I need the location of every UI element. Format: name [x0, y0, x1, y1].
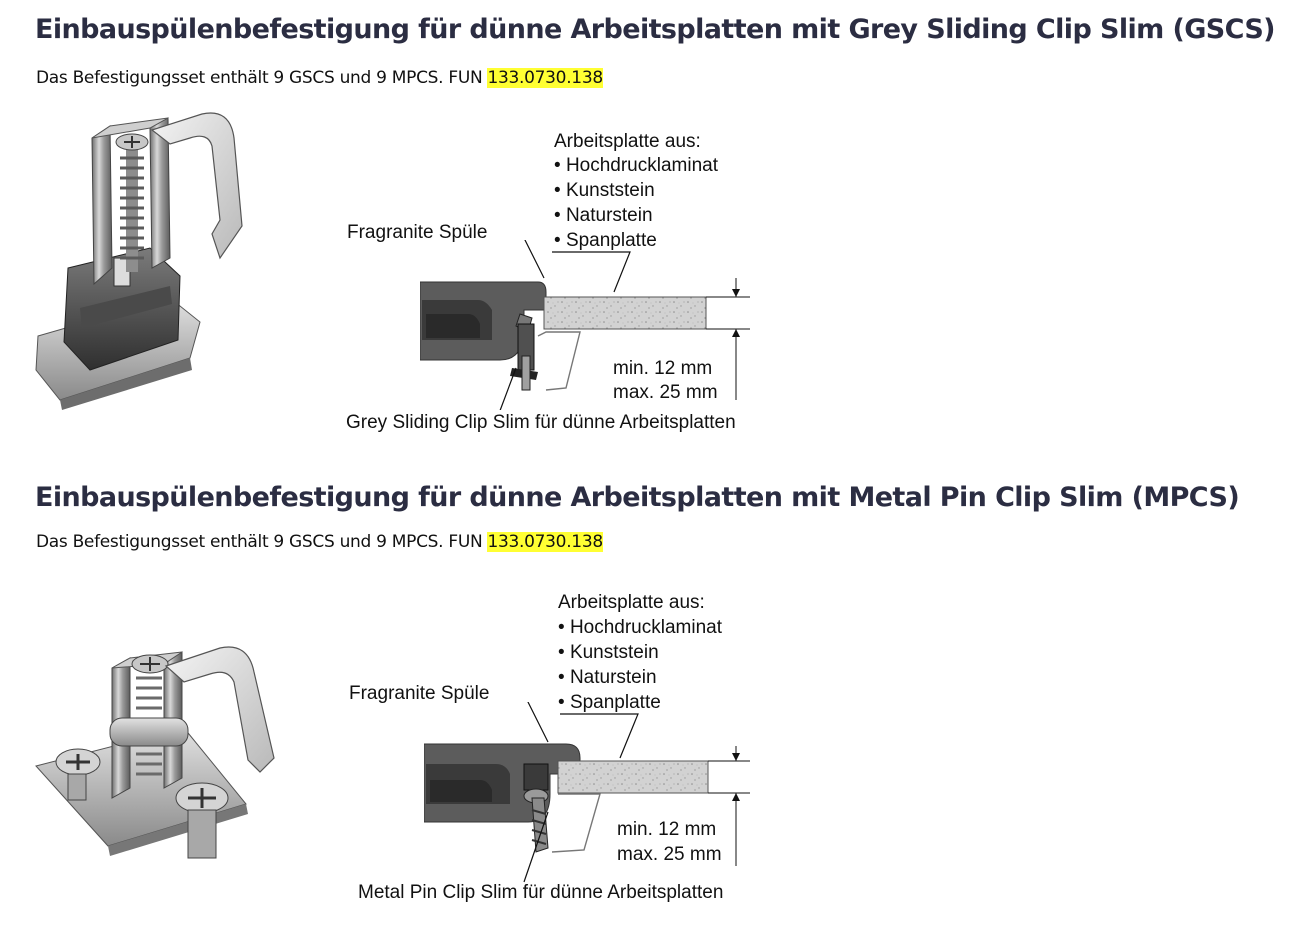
materials-list	[558, 615, 722, 715]
material-item: • Hochdrucklaminat	[558, 615, 722, 640]
materials-list	[554, 153, 718, 253]
clip-caption: Grey Sliding Clip Slim für dünne Arbeitsplatten	[346, 412, 736, 433]
section-subline	[36, 68, 603, 88]
materials-title: Arbeitsplatte aus:	[554, 131, 701, 152]
sink-label: Fragranite Spüle	[347, 222, 488, 243]
material-item: • Hochdrucklaminat	[554, 153, 718, 178]
material-item: • Naturstein	[554, 203, 718, 228]
material-item: • Spanplatte	[558, 690, 722, 715]
material-item: • Kunststein	[554, 178, 718, 203]
mpcs-clip-image	[34, 638, 284, 886]
materials-title: Arbeitsplatte aus:	[558, 592, 705, 613]
material-item: • Naturstein	[558, 665, 722, 690]
section-mpcs	[0, 470, 1304, 925]
dimension-max: max. 25 mm	[617, 844, 722, 865]
clip-caption: Metal Pin Clip Slim für dünne Arbeitsplatten	[358, 882, 724, 903]
product-code-highlight: 133.0730.138	[487, 68, 603, 88]
dimension-max: max. 25 mm	[613, 382, 718, 403]
dimension-min: min. 12 mm	[613, 358, 713, 379]
gscs-clip-image	[30, 108, 250, 410]
section-subline	[36, 532, 603, 552]
dimension-min: min. 12 mm	[617, 819, 717, 840]
product-code-highlight: 133.0730.138	[487, 532, 603, 552]
section-heading: Einbauspülenbefestigung für dünne Arbeitsplatten mit Metal Pin Clip Slim (MPCS)	[35, 482, 1240, 513]
section-gscs	[0, 0, 1304, 460]
material-item: • Spanplatte	[554, 228, 718, 253]
subline-text: Das Befestigungsset enthält 9 GSCS und 9 MPCS. FUN	[36, 532, 488, 552]
section-heading: Einbauspülenbefestigung für dünne Arbeitsplatten mit Grey Sliding Clip Slim (GSCS)	[35, 14, 1275, 45]
subline-text: Das Befestigungsset enthält 9 GSCS und 9 MPCS. FUN	[36, 68, 488, 88]
material-item: • Kunststein	[558, 640, 722, 665]
sink-label: Fragranite Spüle	[349, 683, 490, 704]
